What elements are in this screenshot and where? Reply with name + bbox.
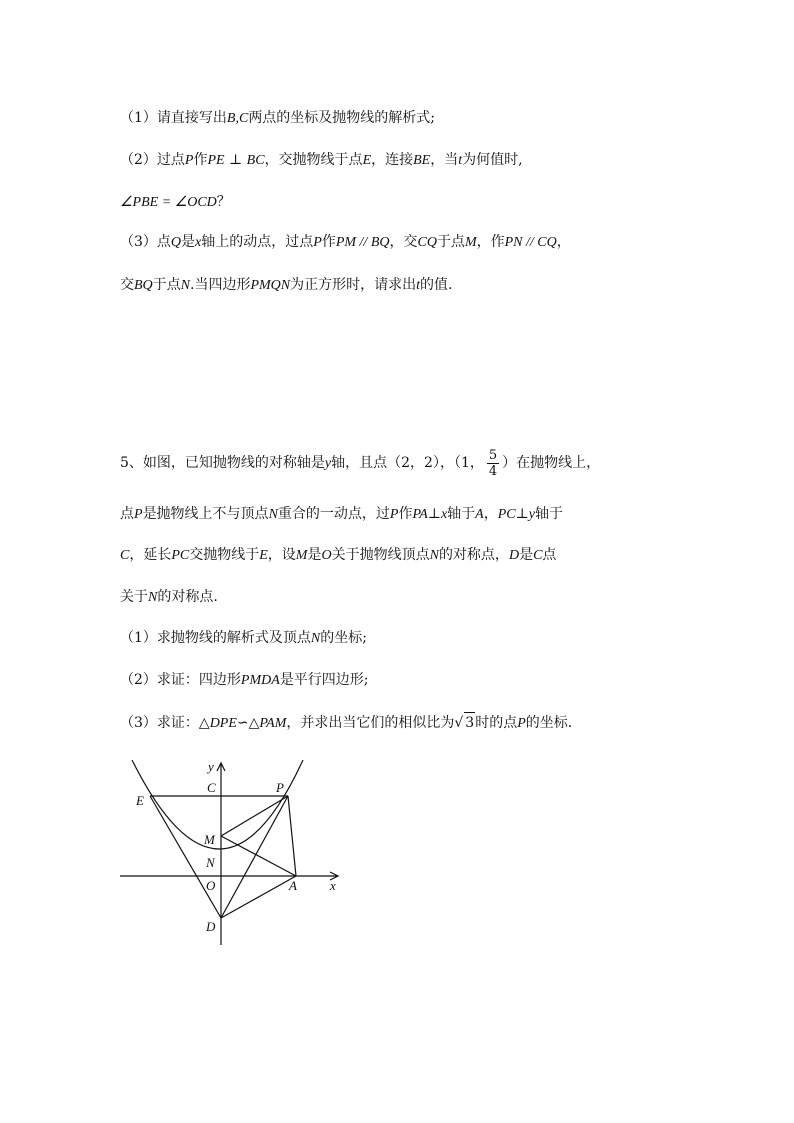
- q5-part2: （2）求证：四边形PMDA是平行四边形;: [120, 672, 369, 688]
- q4-part3: （3）点Q是x轴上的动点，过点P作PM // BQ，交CQ于点M，作PN // CQ，: [120, 234, 571, 250]
- q5-stem-line3: C，延长PC交抛物线于E，设M是O关于抛物线顶点N的对称点，D是C点: [120, 547, 557, 563]
- label-c: C: [207, 780, 216, 795]
- q5-part3: （3）求证：△DPE∽△PAM，并求出当它们的相似比为√ 3时的点P的坐标.: [120, 712, 572, 734]
- q5-stem-line2: 点P是抛物线上不与顶点N重合的一动点，过P作PA⊥x轴于A，PC⊥y轴于: [120, 506, 564, 522]
- q4-part3-cont: 交BQ于点N.当四边形PMQN为正方形时，请求出t的值.: [120, 277, 453, 293]
- label-x: x: [330, 878, 336, 893]
- label-m: M: [204, 832, 215, 847]
- q5-stem-line4: 关于N的对称点.: [120, 589, 218, 605]
- label-e: E: [136, 793, 144, 808]
- q4-part2-cont: ∠PBE = ∠OCD？: [120, 194, 231, 210]
- segment-ma: [221, 836, 296, 876]
- parabola-curve: [132, 760, 303, 849]
- q5-stem-line1: 5、如图，已知抛物线的对称轴是y轴，且点（2，2），（1， $\frac{5}{4}$ ）在抛物线上，: [120, 447, 601, 479]
- label-d: D: [206, 919, 216, 934]
- fraction-five-fourths: $\frac{5}{4}$: [488, 447, 498, 479]
- segment-pa: [288, 796, 296, 876]
- segment-pm: [221, 796, 288, 836]
- label-y: y: [208, 759, 214, 774]
- label-a: A: [289, 878, 297, 893]
- q4-part2: （2）过点P作PE ⊥ BC，交抛物线于点E，连接BE，当t为何值时,: [120, 152, 523, 168]
- q4-part1: （1）请直接写出B,C两点的坐标及抛物线的解析式;: [120, 110, 436, 126]
- label-p: P: [276, 780, 284, 795]
- label-n: N: [206, 855, 215, 870]
- q5-part1: （1）求抛物线的解析式及顶点N的坐标;: [120, 630, 367, 646]
- label-o: O: [206, 878, 216, 893]
